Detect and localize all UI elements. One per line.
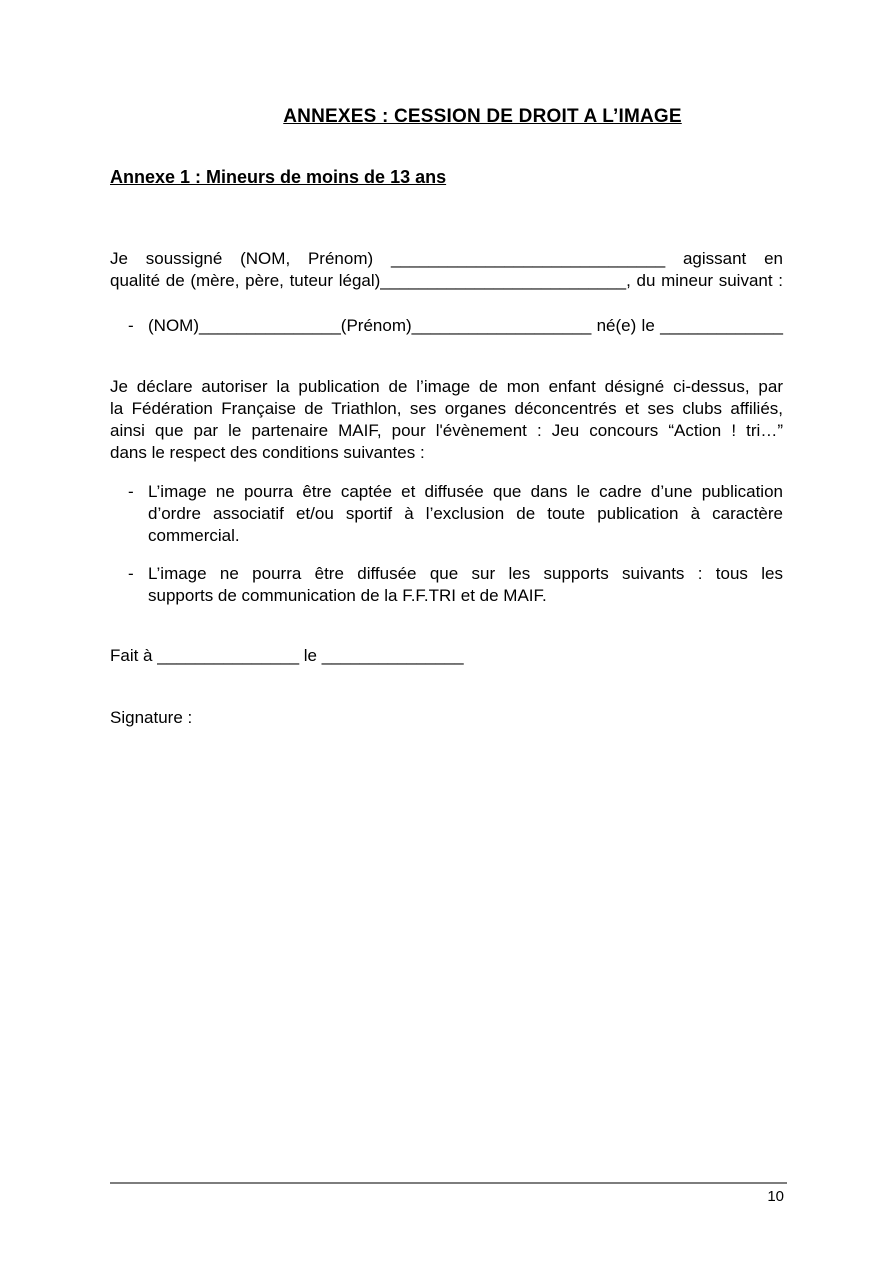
- page-number: 10: [767, 1188, 784, 1205]
- list-dash: -: [128, 564, 134, 583]
- text-line: supports de communication de la F.F.TRI et de MAIF.: [148, 586, 547, 605]
- text-line: L’image ne pourra être diffusée que sur les supports suivants : tous les: [148, 564, 783, 583]
- place-date-line: [110, 645, 783, 667]
- text-line: commercial.: [148, 526, 240, 545]
- text-line: dans le respect des conditions suivantes :: [110, 443, 425, 462]
- page-title: ANNEXES : CESSION DE DROIT A L’IMAGE: [283, 106, 682, 127]
- text-line: Signature :: [110, 708, 193, 727]
- condition-item: [110, 563, 783, 607]
- text-line: qualité de (mère, père, tuteur légal)__________________________, du mineur suivant :: [110, 271, 783, 290]
- text-line: Je déclare autoriser la publication de l’image de mon enfant désigné ci-dessus, par: [110, 377, 783, 396]
- condition-item: [110, 481, 783, 547]
- document-content: [110, 0, 783, 729]
- conditions-list: [110, 481, 783, 607]
- minor-identity-line: [110, 315, 783, 337]
- text-line: Je soussigné (NOM, Prénom) _____________________________ agissant en: [110, 249, 783, 268]
- text-line: la Fédération Française de Triathlon, ses organes déconcentrés et ses clubs affiliés,: [110, 399, 783, 418]
- list-dash: -: [128, 316, 134, 335]
- intro-paragraph: [110, 248, 783, 292]
- page-footer: [110, 1182, 787, 1206]
- text-line: ainsi que par le partenaire MAIF, pour l'évènement : Jeu concours “Action ! tri…”: [110, 421, 783, 440]
- declaration-paragraph: [110, 376, 783, 464]
- list-dash: -: [128, 482, 134, 501]
- text-line: d’ordre associatif et/ou sportif à l’exclusion de toute publication à caractère: [148, 504, 783, 523]
- section-heading: Annexe 1 : Mineurs de moins de 13 ans: [110, 167, 447, 187]
- signature-label: [110, 707, 783, 729]
- text-line: (NOM)_______________(Prénom)___________________ né(e) le _____________: [148, 316, 783, 335]
- text-line: L’image ne pourra être captée et diffusée que dans le cadre d’une publication: [148, 482, 783, 501]
- text-line: Fait à _______________ le _______________: [110, 646, 464, 665]
